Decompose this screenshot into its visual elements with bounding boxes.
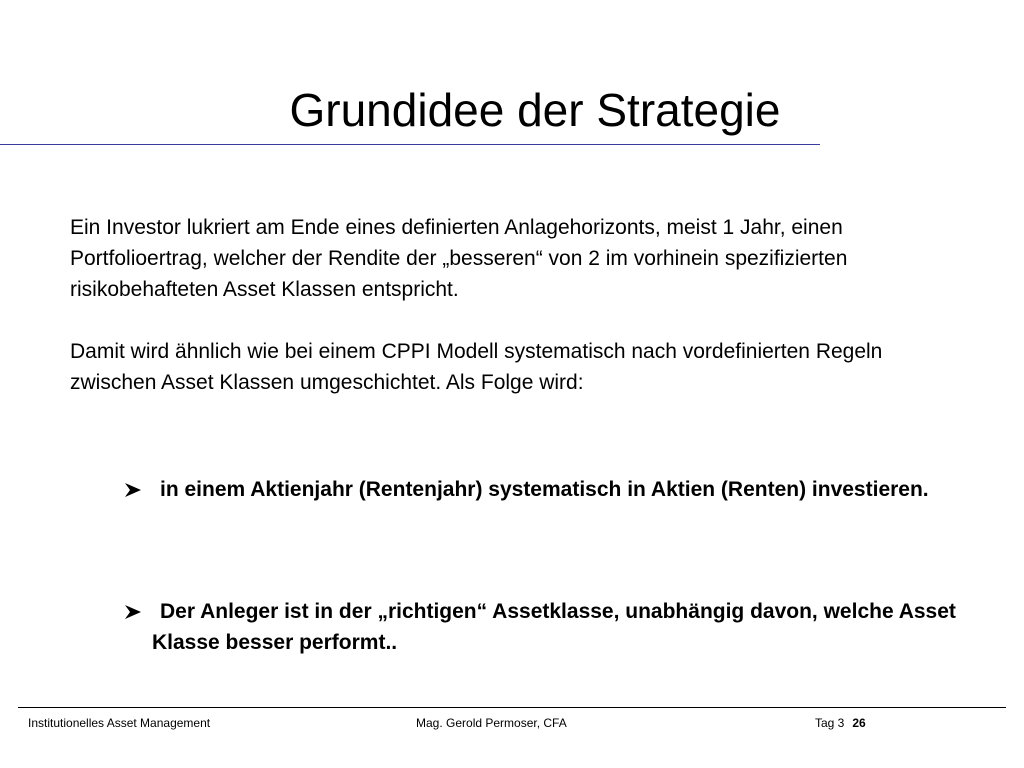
paragraph-cppi: Damit wird ähnlich wie bei einem CPPI Modell systematisch nach vordefinierten Regeln zwischen Asset Klassen umgeschichtet. Als Folge wird: <box>70 340 883 394</box>
footer-course-title: Institutionelles Asset Management <box>28 716 211 730</box>
footer-divider <box>18 707 1006 708</box>
bullet-text: Der Anleger ist in der „richtigen“ Assetklasse, unabhängig davon, welche Asset Klasse besser performt.. <box>152 600 956 654</box>
footer-day: Tag 3 <box>815 716 845 730</box>
title-underline <box>0 144 820 145</box>
bullet-text: in einem Aktienjahr (Rentenjahr) systematisch in Aktien (Renten) investieren. <box>160 478 929 501</box>
footer-day-page <box>815 715 866 731</box>
bullet-item-aktienjahr <box>124 474 964 505</box>
footer-author: Mag. Gerold Permoser, CFA <box>416 716 567 730</box>
slide-title: Grundidee der Strategie <box>289 84 781 136</box>
paragraph-investor: Ein Investor lukriert am Ende eines definierten Anlagehorizonts, meist 1 Jahr, einen Portfolioertrag, welcher der Rendite der „besseren“ von 2 im vorhinein spezifizierten risikobehafteten Asset Klassen entspricht. <box>70 216 848 301</box>
arrow-bullet-icon <box>124 603 142 621</box>
bullet-item-anleger <box>124 596 964 658</box>
page-number: 26 <box>852 716 866 730</box>
arrow-bullet-icon <box>124 481 142 499</box>
